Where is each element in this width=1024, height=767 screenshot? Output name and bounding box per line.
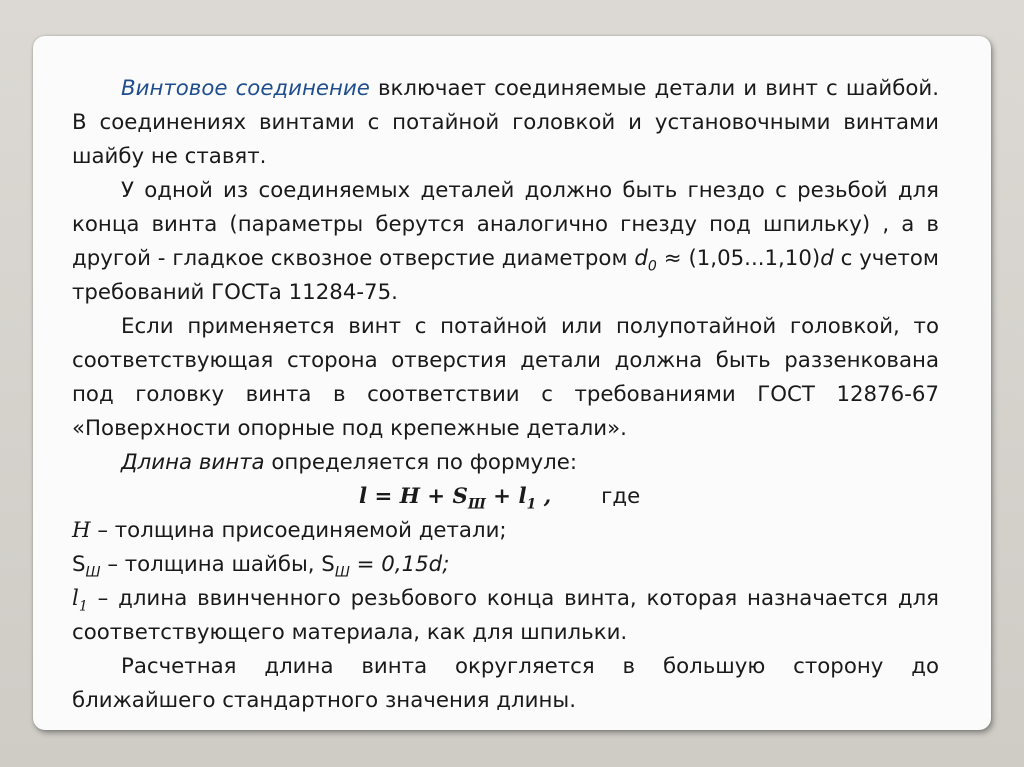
- formula-sub-l: 1: [526, 496, 537, 513]
- formula-tail: ,: [536, 484, 552, 509]
- diameter-symbol: d: [634, 246, 648, 271]
- paragraph-2-text-b: с учетом требований ГОСТа 11284-75.: [72, 246, 939, 305]
- symbol-s-subscript-2: Ш: [334, 564, 350, 581]
- formula-sub-s: Ш: [467, 496, 486, 513]
- approx-sign: ≈: [656, 246, 689, 271]
- symbol-s-subscript: Ш: [85, 564, 101, 581]
- paragraph-1-text: включает соединяемые детали и винт с шайбой. В соединениях винтами с потайной головкой и установочными винтами шайбу не ставят.: [72, 76, 939, 169]
- definition-s-value: = 0,15d;: [349, 552, 450, 577]
- diameter-symbol-2: d: [820, 246, 834, 271]
- paragraph-3-text: Если применяется винт с потайной или полупотайной головкой, то соответствующая сторона отверстия детали должна быть раззенкована под головку винта в соответствии с требованиями ГОСТ 12876-67 «Поверхности опорные под крепежные детали».: [72, 314, 939, 441]
- paragraph-countersink: [72, 310, 939, 446]
- term-screw-connection: Винтовое соединение: [121, 76, 370, 101]
- paragraph-rounding: [72, 650, 939, 718]
- symbol-s: S: [72, 552, 86, 577]
- definition-l1-text: – длина ввинченного резьбового конца винта, которая назначается для соответствующего материала, как для шпильки.: [72, 586, 939, 645]
- formula-main: l = H + S: [359, 484, 468, 509]
- symbol-l-subscript: 1: [78, 598, 88, 615]
- paragraph-5-text: Расчетная длина винта округляется в большую сторону до ближайшего стандартного значения длины.: [72, 654, 939, 713]
- definition-s: [72, 548, 939, 582]
- formula-plus-l: + l: [485, 484, 527, 509]
- term-screw-length: Длина винта: [121, 450, 265, 475]
- slide-card: [33, 36, 991, 730]
- length-formula: [72, 480, 939, 514]
- formula-where: где: [601, 484, 641, 509]
- definition-l1: [72, 582, 939, 650]
- symbol-l: l: [72, 586, 79, 611]
- definition-h: [72, 514, 939, 548]
- paragraph-4-text: определяется по формуле:: [264, 450, 578, 475]
- paragraph-screw-connection: [72, 72, 939, 174]
- diameter-range: (1,05...1,10): [688, 246, 821, 271]
- definition-s-text: – толщина шайбы, S: [100, 552, 335, 577]
- diameter-subscript: 0: [647, 258, 657, 275]
- paragraph-socket: [72, 174, 939, 310]
- slide-content: [72, 72, 939, 718]
- definition-h-text: – толщина присоединяемой детали;: [90, 518, 507, 543]
- symbol-h: H: [72, 518, 91, 543]
- paragraph-2-text-a: У одной из соединяемых деталей должно быть гнездо с резьбой для конца винта (параметры берутся аналогично гнезду под шпильку) , а в другой - гладкое сквозное отверстие диаметром: [72, 178, 939, 271]
- paragraph-length-intro: [72, 446, 939, 480]
